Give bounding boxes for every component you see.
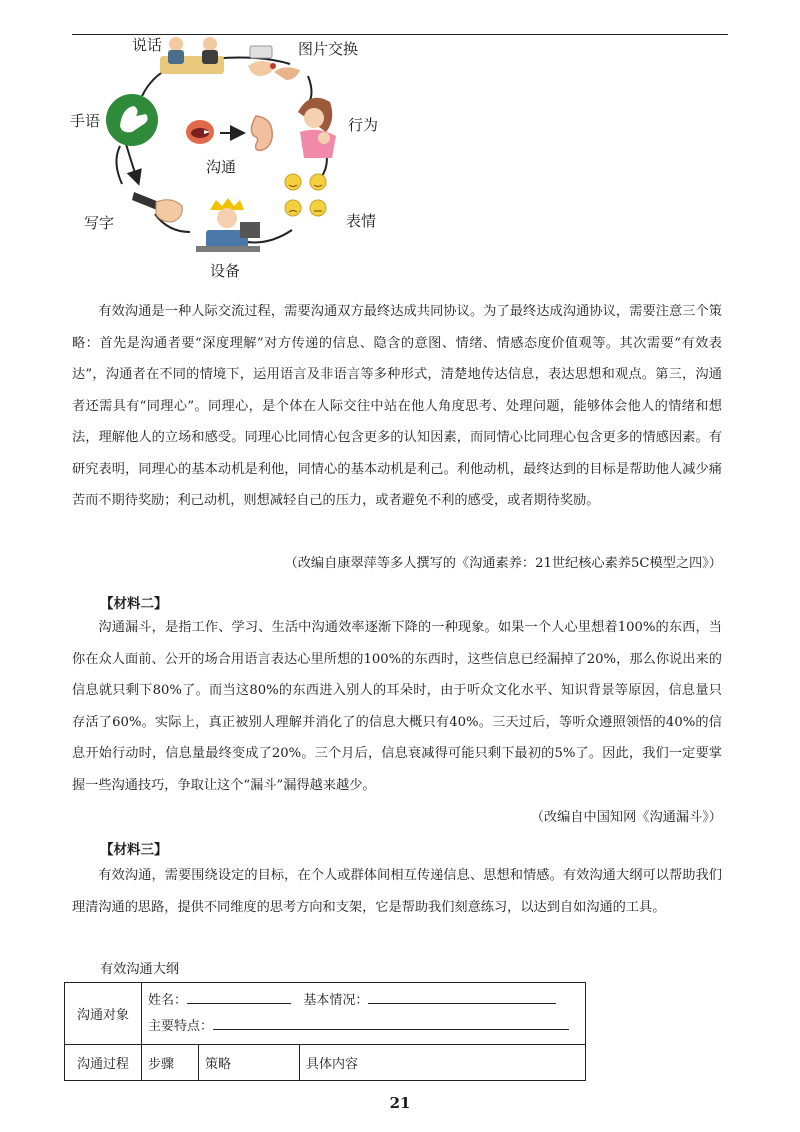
- communication-outline-table: [64, 982, 586, 1081]
- basic-info-label: 基本情况：: [303, 992, 369, 1008]
- name-label: 姓名：: [148, 992, 188, 1008]
- label-picture-exchange: 图片交换: [298, 40, 359, 58]
- label-behavior: 行为: [348, 116, 379, 134]
- outline-table-title: 有效沟通大纲: [100, 962, 180, 977]
- communication-diagram: [60, 34, 400, 284]
- mouth-to-ear-icon: [186, 116, 272, 150]
- target-info-cell: [142, 983, 586, 1045]
- sign-language-hand-icon: [106, 94, 158, 146]
- material2-source: （改编自中国知网《沟通漏斗》）: [530, 810, 722, 825]
- col-strategy: 策略: [199, 1045, 300, 1081]
- speech-people-icon: [160, 37, 224, 74]
- material2-body: 沟通漏斗，是指工作、学习、生活中沟通效率逐渐下降的一种现象。如果一个人心里想着100%的东西，当你在众人面前、公开的场合用语言表达心里所想的100%的东西时，这些信息已经漏掉了20%，那么你说出来的信息就只剩下80%了。而当这80%的东西进入别人的耳朵时，由于听众文化水平、知识背景等原因，信息量只存活了60%。实际上，真正被别人理解并消化了的信息大概只有40%。三天过后，等听众遵照领悟的40%的信息开始行动时，信息量最终变成了20%。三个月后，信息衰减得可能只剩下最初的5%了。因此，我们一定要掌握一些沟通技巧，争取让这个“漏斗”漏得越来越少。: [72, 620, 722, 793]
- col-content: 具体内容: [300, 1045, 586, 1081]
- material3-heading: 【材料三】: [100, 842, 168, 858]
- device-computer-user-icon: [196, 198, 260, 252]
- material1-source: （改编自康翠萍等多人撰写的《沟通素养：21世纪核心素养5C模型之四》）: [284, 556, 722, 571]
- features-label: 主要特点：: [148, 1018, 214, 1034]
- col-steps: 步骤: [142, 1045, 199, 1081]
- row-header-process: 沟通过程: [65, 1045, 142, 1081]
- label-speech: 说话: [132, 36, 163, 54]
- label-communication: 沟通: [206, 158, 237, 176]
- features-blank[interactable]: [213, 1015, 569, 1030]
- label-expression: 表情: [346, 212, 377, 230]
- basic-info-blank[interactable]: [368, 989, 556, 1004]
- label-device: 设备: [210, 262, 241, 280]
- material1-body: 有效沟通是一种人际交流过程，需要沟通双方最终达成共同协议。为了最终达成沟通协议，需要注意三个策略：首先是沟通者要“深度理解”对方传递的信息、隐含的意图、情绪、情感态度价值观等。其次需要“有效表达”，沟通者在不同的情境下，运用语言及非语言等多种形式，清楚地传达信息，表达思想和观点。第三，沟通者还需具有“同理心”。同理心，是个体在人际交往中站在他人角度思考、处理问题，能够体会他人的情绪和想法，理解他人的立场和感受。同理心比同情心包含更多的认知因素，而同情心比同理心包含更多的情感因素。有研究表明，同理心的基本动机是利他，同情心的基本动机是利己。利他动机，最终达到的目标是帮助他人减少痛苦而不期待奖励；利己动机，则想减轻自己的压力，或者避免不利的感受，或者期待奖励。: [72, 304, 722, 508]
- label-writing: 写字: [84, 214, 115, 232]
- picture-exchange-hands-icon: [248, 46, 300, 80]
- material2-heading: 【材料二】: [100, 596, 168, 612]
- page-number: 21: [389, 1094, 411, 1112]
- name-blank[interactable]: [187, 989, 291, 1004]
- row-header-target: 沟通对象: [65, 983, 142, 1045]
- behavior-mother-icon: [298, 98, 336, 158]
- label-sign-language: 手语: [70, 112, 101, 130]
- expression-faces-icon: [285, 174, 326, 216]
- material3-body: 有效沟通，需要围绕设定的目标，在个人或群体间相互传递信息、思想和情感。有效沟通大纲可以帮助我们理清沟通的思路，提供不同维度的思考方向和支架，它是帮助我们刻意练习，以达到自如沟通的工具。: [72, 868, 722, 915]
